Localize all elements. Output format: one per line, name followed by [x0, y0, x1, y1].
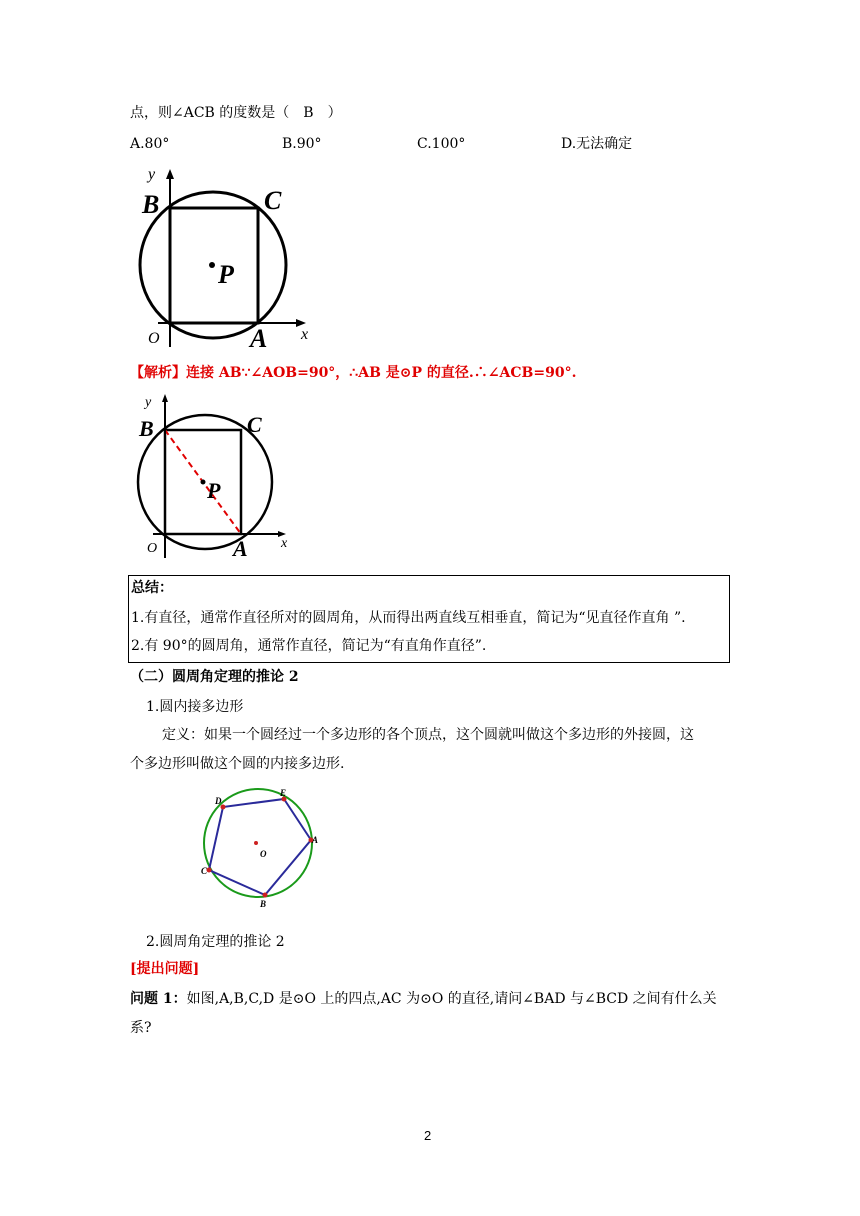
label-o: O — [148, 330, 160, 347]
page-number: 2 — [424, 1128, 432, 1143]
center-point-p — [201, 480, 206, 485]
point-b — [263, 893, 268, 898]
center-point-p — [209, 262, 215, 268]
point-c — [207, 868, 212, 873]
figure-inscribed-pentagon — [195, 785, 325, 915]
label-x: x — [301, 326, 309, 343]
summary-item-1: 1.有直径，通常作直径所对的圆周角，从而得出两直线互相垂直，简记为“见直径作直角 ”. — [131, 610, 686, 626]
label-b: B — [139, 416, 154, 441]
question-1-line-2: 系? — [130, 1020, 152, 1036]
option-c: C.100° — [417, 136, 466, 152]
question-stem: 点，则∠ACB 的度数是（ B ） — [130, 105, 342, 121]
subheading-inscribed-polygon: 1.圆内接多边形 — [146, 699, 244, 715]
option-b: B.90° — [282, 136, 322, 152]
label-b: B — [260, 899, 267, 909]
question-1-text: 如图,A,B,C,D 是⊙O 上的四点,AC 为⊙O 的直径,请问∠BAD 与∠BCD 之间有什么关 — [186, 991, 717, 1007]
raise-question-tag: [提出问题] — [130, 961, 200, 977]
label-d: D — [215, 796, 222, 806]
summary-item-2: 2.有 90°的圆周角，通常作直径，简记为“有直角作直径”. — [131, 638, 487, 654]
subheading-corollary-2: 2.圆周角定理的推论 2 — [146, 934, 285, 950]
label-a: A — [233, 536, 248, 560]
summary-box — [128, 575, 730, 663]
figure-circle-square-diameter — [135, 390, 300, 560]
label-a: A — [250, 324, 268, 350]
label-p: P — [207, 478, 221, 503]
label-y: y — [145, 395, 152, 410]
label-o: O — [147, 541, 158, 556]
option-d: D.无法确定 — [561, 136, 633, 152]
y-axis-arrow — [162, 394, 168, 402]
label-p: P — [218, 260, 234, 289]
label-c: C — [264, 186, 282, 215]
figure-circle-square — [138, 165, 318, 350]
label-o: O — [260, 849, 267, 859]
question-1-label: 问题 1： — [130, 991, 187, 1007]
analysis-tag: 【解析】 — [130, 365, 186, 381]
label-c: C — [247, 412, 262, 437]
analysis-text: 连接 AB∵∠AOB=90°，∴AB 是⊙P 的直径.∴∠ACB=90°. — [186, 365, 577, 381]
label-a: A — [312, 835, 319, 845]
label-c: C — [201, 866, 208, 876]
point-o — [254, 841, 258, 845]
summary-title: 总结： — [131, 580, 173, 596]
question-1-line-1 — [130, 989, 717, 1009]
y-axis-arrow — [166, 169, 174, 179]
definition-line-1: 定义：如果一个圆经过一个多边形的各个顶点，这个圆就叫做这个多边形的外接圆，这 — [162, 727, 694, 743]
analysis-line — [130, 363, 576, 383]
label-y: y — [148, 166, 156, 183]
label-b: B — [142, 190, 160, 219]
label-x: x — [281, 536, 288, 551]
definition-line-2: 个多边形叫做这个圆的内接多边形. — [130, 756, 345, 772]
label-e: E — [280, 788, 287, 798]
option-a: A.80° — [130, 136, 170, 152]
section-heading: （二）圆周角定理的推论 2 — [130, 669, 299, 685]
